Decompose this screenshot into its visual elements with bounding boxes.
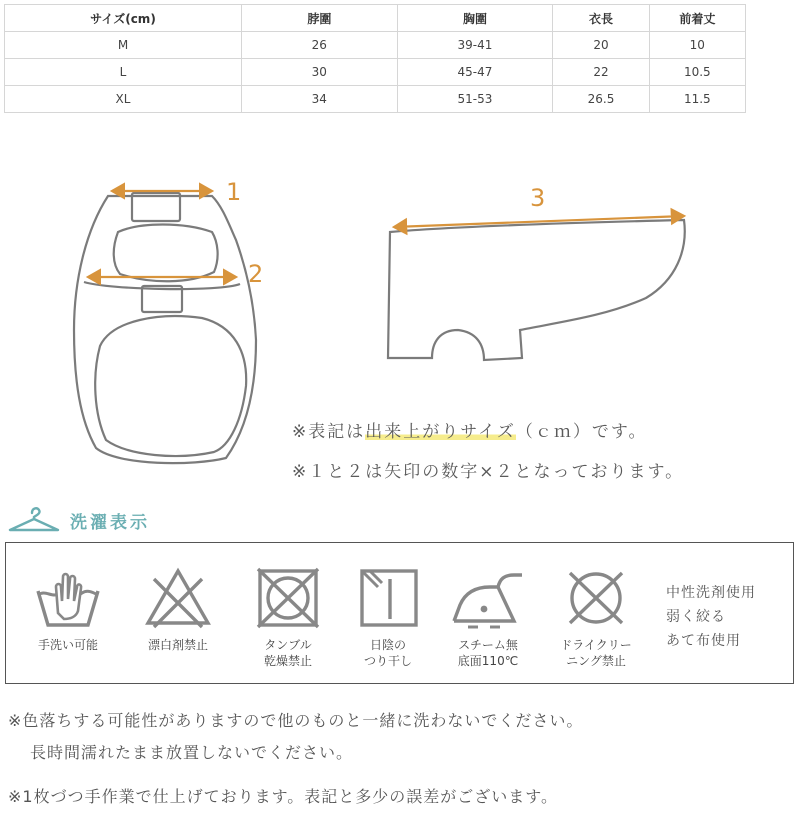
size-table xyxy=(4,4,746,113)
hanger-icon xyxy=(6,504,62,536)
header-front-length: 前着丈 xyxy=(649,5,745,32)
footer-note-1: ※色落ちする可能性がありますので他のものと一緒に洗わないでください。 xyxy=(8,711,584,730)
care-caption: ドライクリー ニング禁止 xyxy=(560,638,632,668)
table-cell: L xyxy=(5,59,242,86)
care-item-hand-wash xyxy=(18,565,118,653)
care-caption: 手洗い可能 xyxy=(37,638,98,652)
table-cell: 10 xyxy=(649,32,745,59)
care-item-shade-hang-dry xyxy=(338,565,438,669)
header-chest: 胸圍 xyxy=(397,5,553,32)
table-cell: 34 xyxy=(242,86,398,113)
note-size-line xyxy=(292,417,648,442)
measure-label-2: 2 xyxy=(248,260,264,288)
footer-note-2: 長時間濡れたまま放置しないでください。 xyxy=(30,743,354,762)
header-neck: 脖圍 xyxy=(242,5,398,32)
table-row xyxy=(5,86,746,113)
care-item-no-dry-clean xyxy=(546,565,646,669)
measure-label-3: 3 xyxy=(530,184,546,212)
care-item-no-tumble-dry xyxy=(238,565,338,669)
care-item-steam-iron xyxy=(438,565,538,669)
note-size-prefix: ※表記は xyxy=(292,422,366,442)
table-cell: 22 xyxy=(553,59,649,86)
no-bleach-icon xyxy=(142,565,214,631)
wash-title-bar xyxy=(6,500,150,540)
table-cell: 20 xyxy=(553,32,649,59)
table-cell: 30 xyxy=(242,59,398,86)
measure-label-1: 1 xyxy=(226,178,242,206)
care-caption: スチーム無 底面110℃ xyxy=(457,638,519,668)
care-extra-line: あて布使用 xyxy=(666,633,741,649)
note-size-highlight: 出来上がりサイズ xyxy=(365,422,516,442)
table-cell: 39-41 xyxy=(397,32,553,59)
care-extra-line: 弱く絞る xyxy=(666,609,726,625)
side-view-outline xyxy=(388,220,685,360)
no-tumble-dry-icon xyxy=(252,565,324,631)
shade-hang-dry-icon xyxy=(352,565,424,631)
table-cell: 26 xyxy=(242,32,398,59)
no-dry-clean-icon xyxy=(560,565,632,631)
care-item-no-bleach xyxy=(128,565,228,653)
size-table-header-row xyxy=(5,5,746,32)
header-length: 衣長 xyxy=(553,5,649,32)
table-row xyxy=(5,32,746,59)
note-size-suffix: （ｃｍ）です。 xyxy=(515,422,648,442)
header-size: サイズ(cm) xyxy=(5,5,242,32)
table-cell: 45-47 xyxy=(397,59,553,86)
note-arrow-line: ※１と２は矢印の数字×２となっております。 xyxy=(292,462,685,482)
care-label-box xyxy=(5,542,794,684)
steam-iron-icon xyxy=(448,565,528,631)
table-cell: M xyxy=(5,32,242,59)
table-cell: 51-53 xyxy=(397,86,553,113)
wash-title: 洗濯表示 xyxy=(70,512,150,533)
table-cell: XL xyxy=(5,86,242,113)
front-view-outline xyxy=(74,193,256,463)
hand-wash-icon xyxy=(32,565,104,631)
care-extra-line: 中性洗剤使用 xyxy=(666,585,756,601)
table-cell: 11.5 xyxy=(649,86,745,113)
care-caption: 漂白剤禁止 xyxy=(147,638,208,652)
care-extra-instructions xyxy=(666,581,756,653)
footer-note-3: ※1枚づつ手作業で仕上げております。表記と多少の誤差がございます。 xyxy=(8,787,559,806)
care-caption: 日陰の つり干し xyxy=(363,638,412,668)
table-row xyxy=(5,59,746,86)
care-caption: タンブル 乾燥禁止 xyxy=(263,638,312,668)
table-cell: 26.5 xyxy=(553,86,649,113)
table-cell: 10.5 xyxy=(649,59,745,86)
